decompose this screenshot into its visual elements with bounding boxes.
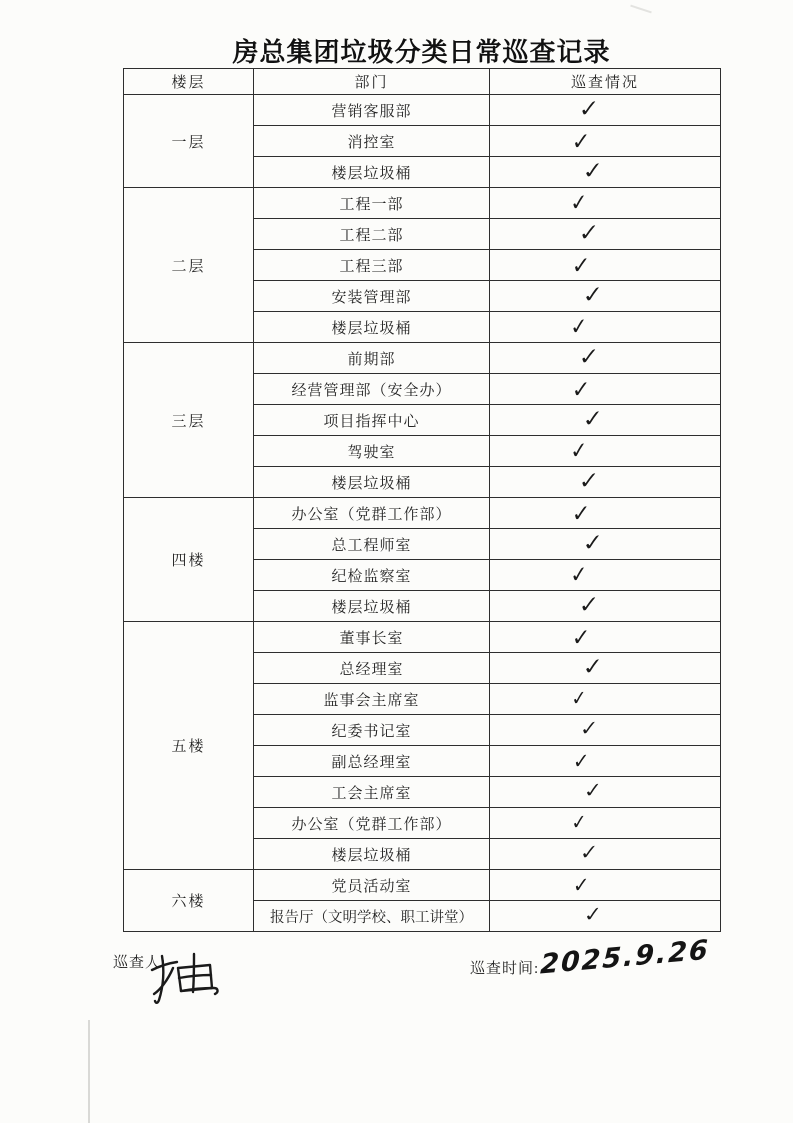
checkmark: ✓ — [570, 686, 588, 712]
check-cell — [490, 715, 721, 746]
inspection-table — [123, 68, 721, 932]
dept-cell: 项目指挥中心 — [254, 405, 490, 436]
floor-cell: 五楼 — [124, 622, 254, 870]
inspector-label: 巡查人: — [113, 955, 167, 971]
check-cell — [490, 498, 721, 529]
dept-cell: 工程二部 — [254, 219, 490, 250]
checkmark: ✓ — [571, 252, 591, 280]
scan-artifact — [88, 1020, 90, 1123]
table-row — [124, 622, 721, 653]
table-row — [124, 870, 721, 901]
dept-cell: 工程三部 — [254, 250, 490, 281]
checkmark: ✓ — [581, 653, 605, 681]
check-cell — [490, 188, 721, 219]
floor-cell: 四楼 — [124, 498, 254, 622]
dept-cell: 楼层垃圾桶 — [254, 312, 490, 343]
col-header-department: 部门 — [254, 69, 490, 95]
dept-cell: 楼层垃圾桶 — [254, 839, 490, 870]
dept-cell: 消控室 — [254, 126, 490, 157]
check-cell — [490, 126, 721, 157]
inspection-time-value: 2025.9.26 — [539, 934, 711, 981]
check-cell — [490, 777, 721, 808]
checkmark: ✓ — [581, 529, 605, 557]
check-cell — [490, 219, 721, 250]
check-cell — [490, 95, 721, 126]
check-cell — [490, 250, 721, 281]
check-cell — [490, 808, 721, 839]
check-cell — [490, 746, 721, 777]
table-row — [124, 498, 721, 529]
scan-artifact — [630, 5, 652, 14]
dept-cell: 董事长室 — [254, 622, 490, 653]
check-cell — [490, 436, 721, 467]
checkmark: ✓ — [582, 902, 604, 928]
check-cell — [490, 529, 721, 560]
dept-cell: 工会主席室 — [254, 777, 490, 808]
dept-cell: 纪委书记室 — [254, 715, 490, 746]
checkmark: ✓ — [569, 313, 589, 341]
check-cell — [490, 839, 721, 870]
dept-cell: 总工程师室 — [254, 529, 490, 560]
dept-cell: 监事会主席室 — [254, 684, 490, 715]
check-cell — [490, 684, 721, 715]
check-cell — [490, 157, 721, 188]
check-cell — [490, 560, 721, 591]
col-header-floor: 楼层 — [124, 69, 254, 95]
check-cell — [490, 870, 721, 901]
checkmark: ✓ — [578, 343, 600, 371]
check-cell — [490, 374, 721, 405]
table-row — [124, 95, 721, 126]
col-header-status: 巡查情况 — [490, 69, 721, 95]
dept-cell: 楼层垃圾桶 — [254, 467, 490, 498]
inspection-time-label: 巡查时间: — [470, 961, 540, 977]
header-row — [124, 69, 721, 95]
floor-cell: 三层 — [124, 343, 254, 498]
checkmark: ✓ — [579, 840, 599, 866]
dept-cell: 前期部 — [254, 343, 490, 374]
check-cell — [490, 405, 721, 436]
checkmark: ✓ — [579, 716, 599, 742]
check-cell — [490, 901, 721, 932]
table-row — [124, 188, 721, 219]
check-cell — [490, 622, 721, 653]
dept-cell: 驾驶室 — [254, 436, 490, 467]
checkmark: ✓ — [571, 128, 591, 156]
table-row — [124, 343, 721, 374]
checkmark: ✓ — [578, 467, 600, 495]
dept-cell: 报告厅（文明学校、职工讲堂） — [254, 901, 490, 932]
floor-cell: 二层 — [124, 188, 254, 343]
checkmark: ✓ — [581, 157, 605, 185]
checkmark: ✓ — [581, 405, 605, 433]
dept-cell: 副总经理室 — [254, 746, 490, 777]
checkmark: ✓ — [582, 778, 604, 804]
page-title: 房总集团垃圾分类日常巡查记录 — [232, 37, 611, 67]
floor-cell: 一层 — [124, 95, 254, 188]
dept-cell: 安装管理部 — [254, 281, 490, 312]
checkmark: ✓ — [569, 437, 589, 465]
checkmark: ✓ — [572, 749, 590, 775]
checkmark: ✓ — [571, 500, 591, 528]
checkmark: ✓ — [578, 219, 600, 247]
check-cell — [490, 281, 721, 312]
checkmark: ✓ — [578, 591, 600, 619]
checkmark: ✓ — [572, 873, 590, 899]
check-cell — [490, 312, 721, 343]
dept-cell: 楼层垃圾桶 — [254, 591, 490, 622]
dept-cell: 党员活动室 — [254, 870, 490, 901]
checkmark: ✓ — [571, 624, 591, 652]
dept-cell: 楼层垃圾桶 — [254, 157, 490, 188]
check-cell — [490, 343, 721, 374]
checkmark: ✓ — [571, 376, 591, 404]
dept-cell: 办公室（党群工作部） — [254, 498, 490, 529]
check-cell — [490, 467, 721, 498]
inspector-signature — [148, 950, 228, 1014]
floor-cell: 六楼 — [124, 870, 254, 932]
dept-cell: 总经理室 — [254, 653, 490, 684]
dept-cell: 办公室（党群工作部） — [254, 808, 490, 839]
checkmark: ✓ — [578, 95, 600, 123]
checkmark: ✓ — [569, 189, 589, 217]
check-cell — [490, 653, 721, 684]
dept-cell: 工程一部 — [254, 188, 490, 219]
checkmark: ✓ — [581, 281, 605, 309]
checkmark: ✓ — [569, 561, 589, 589]
checkmark: ✓ — [570, 810, 588, 836]
dept-cell: 纪检监察室 — [254, 560, 490, 591]
check-cell — [490, 591, 721, 622]
dept-cell: 经营管理部（安全办） — [254, 374, 490, 405]
dept-cell: 营销客服部 — [254, 95, 490, 126]
